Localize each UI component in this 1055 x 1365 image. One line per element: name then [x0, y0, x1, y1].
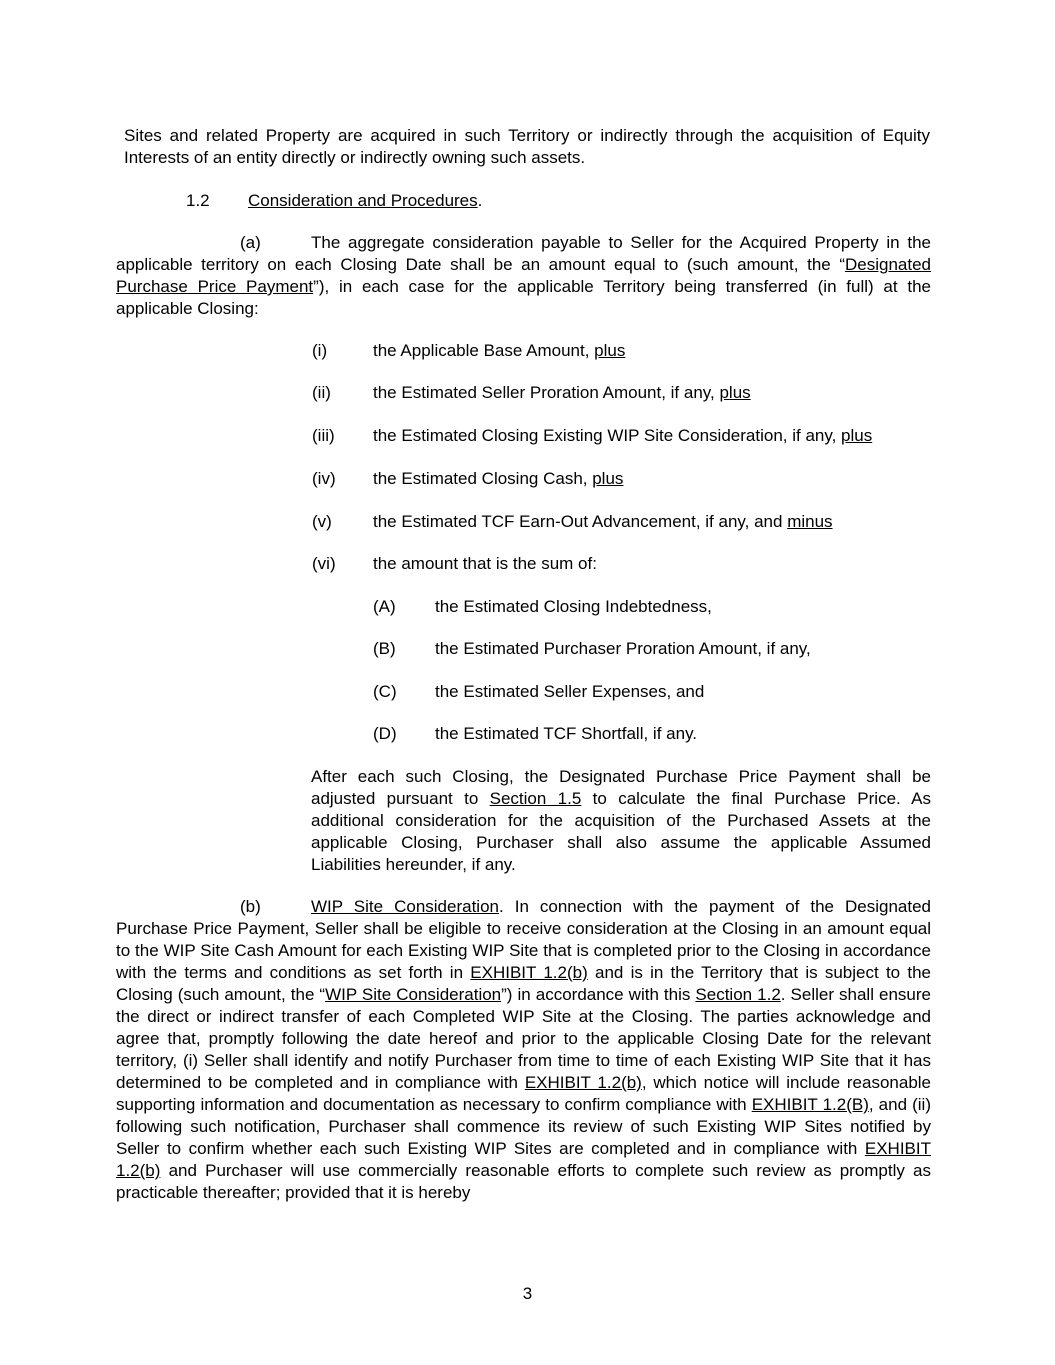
paragraph-b-text-5: , which notice will include reasonable supporting information and documentation as necessary to confirm compliance with — [116, 1073, 932, 1114]
item-text: the Estimated Seller Proration Amount, if any, — [373, 383, 720, 402]
after-text-1: After each such Closing, the Designated Purchase Price Payment shall be adjusted pursuant to — [311, 767, 931, 808]
sub-list-item — [373, 723, 933, 745]
section-1-5-reference: Section 1.5 — [489, 789, 582, 808]
item-label: (iii) — [312, 426, 335, 445]
paragraph-b-text-7: and Purchaser will use commercially reasonable efforts to complete such review as promptly as practicable thereafter; provided that it is hereby — [116, 1161, 931, 1202]
section-title-suffix: . — [477, 191, 483, 210]
item-text: the amount that is the sum of: — [373, 554, 597, 573]
item-connector: plus — [592, 469, 624, 488]
paragraph-a-lead: The aggregate consideration payable to Seller for the Acquired Property in the applicable territory on each Closing Date shall be an amount equal to (such amount, the “ — [116, 233, 931, 274]
sub-list-item — [373, 681, 933, 703]
list-item — [312, 340, 942, 362]
paragraph-b-label: (b) — [240, 897, 261, 916]
sub-list-item — [373, 638, 933, 660]
after-text-2: to calculate the final Purchase Price. As additional consideration for the acquisition of the Purchased Assets at the applicable Closing, Purchaser shall also assume the applicable Assumed Liabilities hereunder, if any. — [311, 789, 932, 874]
paragraph-b-text-4: . Seller shall ensure the direct or indirect transfer of each Completed WIP Site at the Closing. The parties acknowledge and agree that, promptly following the date hereof and prior to the applicable Closing Date for the relevant territory, (i) Seller shall identify and notify Purchaser from time to time of each Existing WIP Site that it has determined to be completed and in compliance with — [116, 985, 931, 1092]
paragraph-a-tail: ”), in each case for the applicable Territory being transferred (in full) at the applicable Closing: — [116, 277, 931, 318]
paragraph-b-text-3: ”) in accordance with this — [501, 985, 696, 1004]
section-heading — [186, 190, 786, 212]
subitem-label: (C) — [373, 682, 397, 701]
paragraph-b-text-1: . In connection with the payment of the Designated Purchase Price Payment, Seller shall be eligible to receive consideration at the Closing in an amount equal to the WIP Site Cash Amount for each Existing WIP Site that is completed prior to the Closing in accordance with the terms and conditions as set forth in — [116, 897, 932, 982]
subitem-label: (A) — [373, 597, 396, 616]
item-label: (vi) — [312, 554, 336, 573]
subitem-text: the Estimated TCF Shortfall, if any. — [435, 724, 698, 743]
carryover-text: Sites and related Property are acquired in such Territory or indirectly through the acquisition of Equity Interests of an entity directly or indirectly owning such assets. — [124, 126, 930, 167]
item-label: (ii) — [312, 383, 331, 402]
subitem-text: the Estimated Purchaser Proration Amount, if any, — [435, 639, 811, 658]
defined-term-wip-site-consideration: WIP Site Consideration — [325, 985, 502, 1004]
exhibit-reference: EXHIBIT 1.2(b) — [116, 1139, 931, 1180]
section-1-2-reference: Section 1.2 — [695, 985, 781, 1004]
exhibit-reference: EXHIBIT 1.2(b) — [524, 1073, 642, 1092]
carryover-paragraph — [124, 125, 930, 169]
subitem-text: the Estimated Seller Expenses, and — [435, 682, 705, 701]
sub-list-item — [373, 596, 933, 618]
after-paragraph — [311, 766, 931, 876]
item-label: (i) — [312, 341, 328, 360]
paragraph-b-text-2: and is in the Territory that is subject to the Closing (such amount, the “ — [116, 963, 931, 1004]
exhibit-reference: EXHIBIT 1.2(b) — [470, 963, 588, 982]
paragraph-a — [116, 232, 931, 320]
item-text: the Estimated Closing Cash, — [373, 469, 593, 488]
item-connector: plus — [841, 426, 873, 445]
item-text: the Applicable Base Amount, — [373, 341, 595, 360]
list-item — [312, 468, 942, 490]
item-label: (v) — [312, 512, 332, 531]
paragraph-a-label: (a) — [240, 233, 261, 252]
item-label: (iv) — [312, 469, 336, 488]
item-connector: minus — [787, 512, 833, 531]
subitem-label: (D) — [373, 724, 397, 743]
list-item — [312, 425, 942, 447]
list-item — [312, 511, 942, 533]
page-number: 3 — [522, 1284, 533, 1303]
list-item — [312, 382, 942, 404]
exhibit-reference: EXHIBIT 1.2(B) — [751, 1095, 869, 1114]
paragraph-b — [116, 896, 931, 1204]
list-item — [312, 553, 942, 575]
item-text: the Estimated TCF Earn-Out Advancement, if any, and — [373, 512, 788, 531]
item-connector: plus — [594, 341, 626, 360]
subitem-text: the Estimated Closing Indebtedness, — [435, 597, 712, 616]
item-connector: plus — [719, 383, 751, 402]
item-text: the Estimated Closing Existing WIP Site Consideration, if any, — [373, 426, 842, 445]
defined-term-designated-purchase-price-payment: Designated Purchase Price Payment — [116, 255, 931, 296]
paragraph-b-text-6: , and (ii) following such notification, Purchaser shall commence its review of such Existing WIP Sites notified by Seller to confirm whether each such Existing WIP Sites are completed and in compliance with — [116, 1095, 931, 1158]
section-title: Consideration and Procedures — [248, 191, 478, 210]
subitem-label: (B) — [373, 639, 396, 658]
section-number: 1.2 — [186, 191, 210, 210]
paragraph-b-heading: WIP Site Consideration — [311, 897, 499, 916]
